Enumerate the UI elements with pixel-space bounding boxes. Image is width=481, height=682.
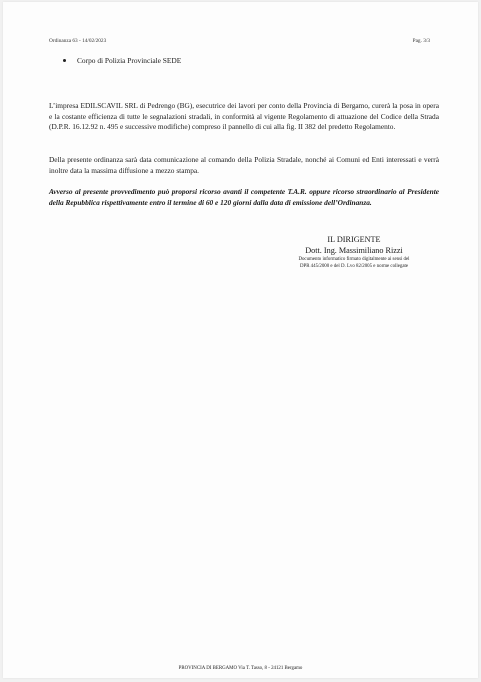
header-page-number: Pag. 3/3 [412,38,430,44]
recipient-list [63,56,181,65]
footer-address: PROVINCIA DI BERGAMO Via T. Tasso, 8 - 24121 Bergamo [178,666,303,671]
bullet-icon [63,59,66,62]
digital-signature-note-line-2: DPR 445/2000 e del D. Lvo 82/2005 e norme collegate [299,263,409,269]
body-paragraph-contractor: L’impresa EDILSCAVIL SRL di Pedrengo (BG), esecutrice dei lavori per conto della Provincia di Bergamo, curerà la posa in opera e la costante efficienza di tutte le segnalazioni stradali, in conformità al vigente Regolamento di attuazione del Codice della Strada (D.P.R. 16.12.92 n. 495 e successive modifiche) compreso il pannello di cui alla fig. II 382 del predetto Regolamento. [49,101,439,132]
body-paragraph-appeal: Avverso al presente provvedimento può proporsi ricorso avanti il competente T.A.R. oppure ricorso straordinario al Presidente della Repubblica rispettivamente entro il termine di 60 e 120 giorni dalla data di emissione dell’Ordinanza. [49,187,439,207]
header-ordinance-reference: Ordinanza 63 - 14/02/2023 [49,38,107,44]
list-item [63,56,181,65]
body-paragraph-communication: Della presente ordinanza sarà data comunicazione al comando della Polizia Stradale, nonché ai Comuni ed Enti interessati e verrà inoltre data la massima diffusione a mezzo stampa. [49,155,439,175]
signature-block [279,234,429,270]
signatory-name: Dott. Ing. Massimiliano Rizzi [305,246,403,255]
document-page [3,2,478,678]
signatory-title: IL DIRIGENTE [327,235,381,244]
digital-signature-note-line-1: Documento informatico firmato digitalmente ai sensi del [298,257,410,262]
digital-signature-note [279,257,429,270]
list-item-label: Corpo di Polizia Provinciale SEDE [77,56,182,65]
